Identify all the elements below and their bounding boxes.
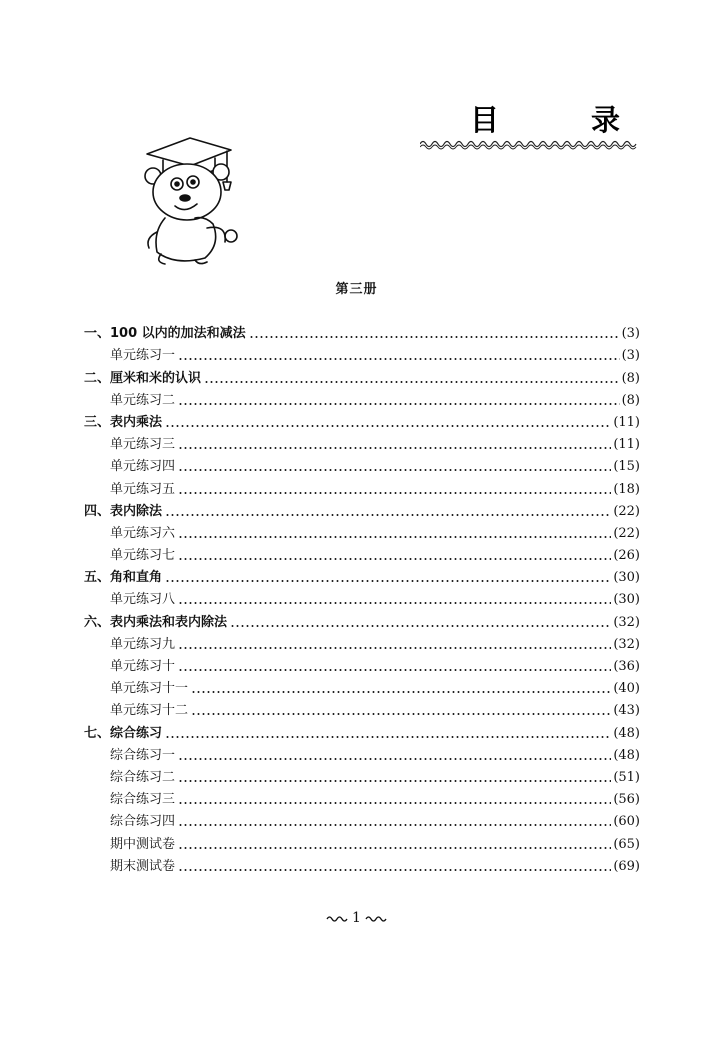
toc-entry-page: (8) xyxy=(621,370,640,386)
toc-entry-page: (32) xyxy=(613,636,640,652)
toc-entry-label: 单元练习八 xyxy=(110,592,176,608)
toc-sub-entry[interactable] xyxy=(84,653,640,675)
toc-entry-page: (18) xyxy=(613,481,640,497)
toc-entry-page: (3) xyxy=(621,326,640,342)
toc-sub-entry[interactable] xyxy=(84,742,640,764)
title-char-2: 录 xyxy=(590,103,620,137)
toc-entry-label: 单元练习三 xyxy=(110,437,176,453)
dot-leader xyxy=(178,669,611,671)
dot-leader xyxy=(165,736,611,738)
toc-entry-page: (65) xyxy=(613,836,640,852)
toc-entry-page: (56) xyxy=(613,792,640,808)
toc-entry-page: (69) xyxy=(613,858,640,874)
toc-sub-entry[interactable] xyxy=(84,830,640,852)
toc-entry-label: 七、综合练习 xyxy=(84,725,163,741)
toc-sub-entry[interactable] xyxy=(84,431,640,453)
toc-sub-entry[interactable] xyxy=(84,542,640,564)
toc-entry-label: 综合练习二 xyxy=(110,769,176,785)
toc-entry-label: 单元练习十二 xyxy=(110,703,189,719)
toc-sub-entry[interactable] xyxy=(84,786,640,808)
dot-leader xyxy=(178,869,611,871)
toc-entry-label: 单元练习九 xyxy=(110,636,176,652)
toc-sub-entry[interactable] xyxy=(84,631,640,653)
toc-entry-label: 期中测试卷 xyxy=(110,836,176,852)
page-number-value: 1 xyxy=(352,910,361,926)
toc-chapter-entry[interactable] xyxy=(84,364,640,386)
title-char-1: 目 xyxy=(470,103,500,137)
table-of-contents xyxy=(84,320,640,875)
volume-subtitle: 第三册 xyxy=(335,282,378,297)
title-wave-underline xyxy=(420,138,640,150)
toc-entry-label: 综合练习三 xyxy=(110,792,176,808)
toc-entry-label: 一、100 以内的加法和减法 xyxy=(84,326,246,342)
toc-entry-page: (11) xyxy=(613,414,640,430)
dot-leader xyxy=(165,425,611,427)
dot-leader xyxy=(178,802,611,804)
dot-leader xyxy=(178,447,611,449)
dot-leader xyxy=(230,625,611,627)
dot-leader xyxy=(165,580,611,582)
toc-entry-page: (30) xyxy=(613,570,640,586)
toc-chapter-entry[interactable] xyxy=(84,320,640,342)
toc-entry-label: 五、角和直角 xyxy=(84,570,163,586)
dot-leader xyxy=(178,602,611,604)
toc-chapter-entry[interactable] xyxy=(84,564,640,586)
toc-entry-label: 二、厘米和米的认识 xyxy=(84,370,202,386)
toc-sub-entry[interactable] xyxy=(84,453,640,475)
toc-entry-label: 期末测试卷 xyxy=(110,858,176,874)
toc-chapter-entry[interactable] xyxy=(84,608,640,630)
toc-entry-label: 四、表内除法 xyxy=(84,503,163,519)
toc-sub-entry[interactable] xyxy=(84,342,640,364)
toc-entry-page: (22) xyxy=(613,525,640,541)
dot-leader xyxy=(178,758,611,760)
toc-entry-page: (26) xyxy=(613,548,640,564)
toc-entry-label: 单元练习二 xyxy=(110,392,176,408)
toc-chapter-entry[interactable] xyxy=(84,719,640,741)
toc-entry-page: (48) xyxy=(613,725,640,741)
dot-leader xyxy=(178,558,611,560)
toc-entry-page: (40) xyxy=(613,681,640,697)
dot-leader xyxy=(249,336,620,338)
toc-sub-entry[interactable] xyxy=(84,697,640,719)
toc-entry-label: 单元练习四 xyxy=(110,459,176,475)
dot-leader xyxy=(178,492,611,494)
dot-leader xyxy=(178,358,620,360)
toc-entry-page: (3) xyxy=(621,348,640,364)
bear-graduate-illustration xyxy=(135,132,245,267)
toc-entry-page: (43) xyxy=(613,703,640,719)
toc-entry-page: (30) xyxy=(613,592,640,608)
toc-chapter-entry[interactable] xyxy=(84,498,640,520)
dot-leader xyxy=(178,403,620,405)
toc-entry-page: (32) xyxy=(613,614,640,630)
dot-leader xyxy=(178,536,611,538)
toc-entry-page: (15) xyxy=(613,459,640,475)
dot-leader xyxy=(191,691,611,693)
toc-sub-entry[interactable] xyxy=(84,586,640,608)
dot-leader xyxy=(178,647,611,649)
toc-entry-label: 单元练习七 xyxy=(110,548,176,564)
toc-entry-page: (8) xyxy=(621,392,640,408)
toc-entry-page: (60) xyxy=(613,814,640,830)
dot-leader xyxy=(178,824,611,826)
dot-leader xyxy=(178,469,611,471)
toc-chapter-entry[interactable] xyxy=(84,409,640,431)
toc-sub-entry[interactable] xyxy=(84,520,640,542)
dot-leader xyxy=(165,514,611,516)
toc-sub-entry[interactable] xyxy=(84,808,640,830)
toc-sub-entry[interactable] xyxy=(84,475,640,497)
toc-entry-label: 单元练习十 xyxy=(110,659,176,674)
toc-entry-page: (48) xyxy=(613,747,640,763)
toc-entry-page: (11) xyxy=(613,437,640,453)
toc-entry-label: 单元练习六 xyxy=(110,525,176,541)
dot-leader xyxy=(204,381,620,383)
toc-entry-page: (51) xyxy=(613,769,640,785)
toc-entry-label: 综合练习一 xyxy=(110,747,176,763)
toc-entry-label: 综合练习四 xyxy=(110,814,176,830)
dot-leader xyxy=(178,847,611,849)
toc-entry-page: (36) xyxy=(613,659,640,674)
toc-entry-label: 六、表内乘法和表内除法 xyxy=(84,614,228,630)
dot-leader xyxy=(178,780,611,782)
toc-sub-entry[interactable] xyxy=(84,764,640,786)
toc-entry-label: 单元练习十一 xyxy=(110,681,189,697)
toc-entry-label: 单元练习五 xyxy=(110,481,176,497)
swirl-right-icon xyxy=(365,914,387,922)
page-number xyxy=(0,910,713,926)
toc-sub-entry[interactable] xyxy=(84,675,640,697)
dot-leader xyxy=(191,713,611,715)
toc-sub-entry[interactable] xyxy=(84,387,640,409)
page-title xyxy=(470,98,620,138)
toc-sub-entry[interactable] xyxy=(84,853,640,875)
swirl-left-icon xyxy=(326,914,348,922)
toc-entry-label: 三、表内乘法 xyxy=(84,414,163,430)
toc-entry-label: 单元练习一 xyxy=(110,348,176,364)
toc-entry-page: (22) xyxy=(613,503,640,519)
